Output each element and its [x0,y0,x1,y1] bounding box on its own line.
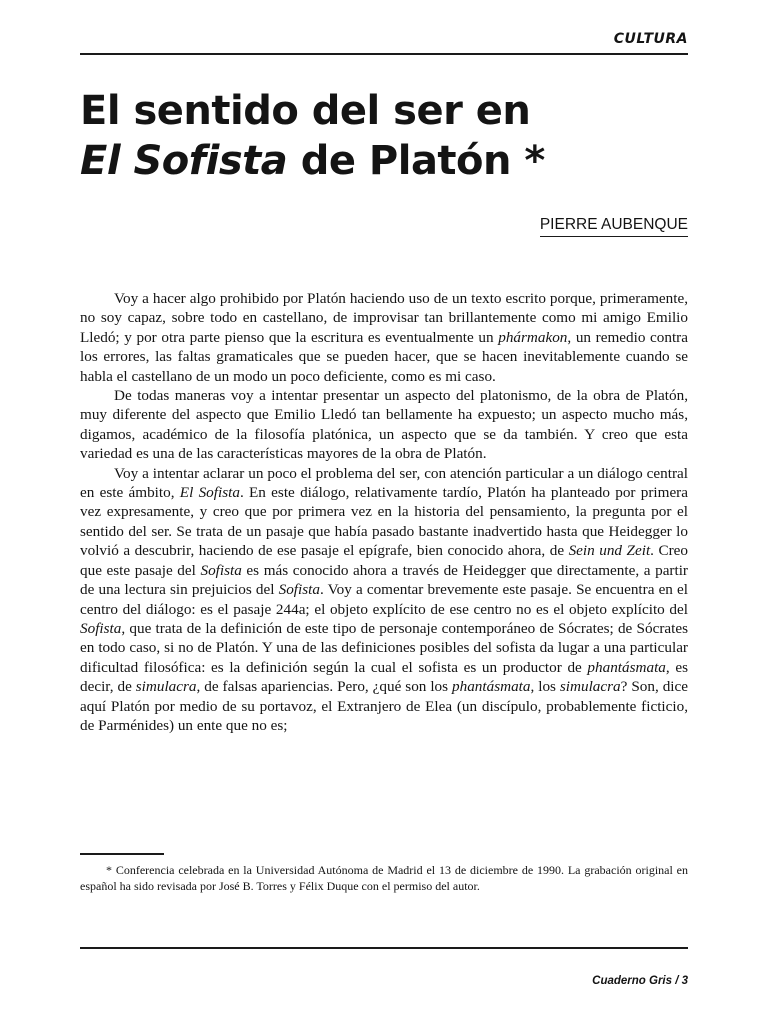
italic-term: Sein und Zeit [568,542,651,560]
text-run: , que trata de la definición de este tipo de personaje contemporáneo de Sócrates; de Sócrates en todo caso, si no de Platón. Y una de las definiciones posibles del sofista da lugar a una particular dificultad filosófica: es la definición según la cual el sofista es un productor de [80,619,688,676]
italic-term: phármakon [498,328,568,346]
title-line-1: El sentido del ser en [80,88,531,134]
journal-page-number: Cuaderno Gris / 3 [592,975,688,987]
footnote: * Conferencia celebrada en la Universidad Autónoma de Madrid el 13 de diciembre de 1990. La grabación original en español ha sido revisada por José B. Torres y Félix Duque con el permiso del autor. [80,863,688,893]
header-rule [80,53,688,55]
footnote-rule [80,853,164,855]
text-run: ? Son, dice aquí Platón por medio de su portavoz, el Extranjero de Elea (un discípulo, probablemente ficticio, de Parménides) un ente que no es; [80,678,688,734]
italic-term: Sofista [200,561,242,579]
italic-term: Sofista [278,581,320,599]
italic-term: phantásmata [587,658,666,676]
text-run: . Voy a comentar brevemente este pasaje. Se encuentra en el centro del diálogo: es el pasaje 244a; el objeto explícito de ese centro no es el objeto explícito del [80,581,689,618]
text-run: Voy a hacer algo prohibido por Platón haciendo uso de un texto escrito porque, primeramente, no soy capaz, sobre todo en castellano, de improvisar tan brillantemente como mi amigo Emilio Lledó; y por otra parte pienso que la escritura es eventualmente un [80,290,688,346]
text-run: , de falsas apariencias. Pero, ¿qué son los [196,678,452,696]
paragraph-1 [80,289,688,386]
italic-term: El Sofista [179,484,240,502]
text-run: . Creo que este pasaje del [80,542,689,579]
author-name: PIERRE AUBENQUE [540,216,688,237]
text-run: , un remedio contra los errores, las faltas gramaticales que se pueden hacer, que se hacen inevitablemente cuando se habla el castellano de un modo un poco deficiente, como es mi caso. [80,328,688,385]
italic-term: simulacra [559,678,621,696]
text-run: es más conocido ahora a través de Heidegger que directamente, a partir de una lectura sin prejuicios del [80,561,688,599]
italic-term: phantásmata [452,678,531,696]
paragraph-2: De todas maneras voy a intentar presentar un aspecto del platonismo, de la obra de Platón, muy diferente del aspecto que Emilio Lledó tan bellamente ha expuesto; un aspecto mucho más, digamos, académico de la filosofía platónica, un aspecto que se da también. Y creo que esta variedad es una de las características mayores de la obra de Platón. [80,387,688,463]
italic-term: simulacra [135,678,197,696]
text-run: Voy a intentar aclarar un poco el problema del ser, con atención particular a un diálogo central en este ámbito, [80,464,688,502]
paragraph-3 [80,464,688,736]
article-title [80,86,545,186]
text-run: , los [530,678,560,696]
italic-term: Sofista [80,619,122,637]
footer-rule [80,947,688,949]
text-run: , es decir, de [80,658,688,696]
title-line-2: de Platón * [287,138,545,184]
text-run: . En este diálogo, relativamente tardío, Platón ha planteado por primera vez expresamente, y creo que por primera vez en la historia del pensamiento, la pregunta por el sentido del ser. Se trata de un pasaje que había pasado bastante inadvertido hasta que Heidegger lo volvió a descubrir, haciendo de ese pasaje el epígrafe, bien conocido ahora, de [80,484,688,560]
article-body [80,289,688,735]
section-label: CULTURA [613,31,688,47]
title-italic: El Sofista [80,138,288,184]
